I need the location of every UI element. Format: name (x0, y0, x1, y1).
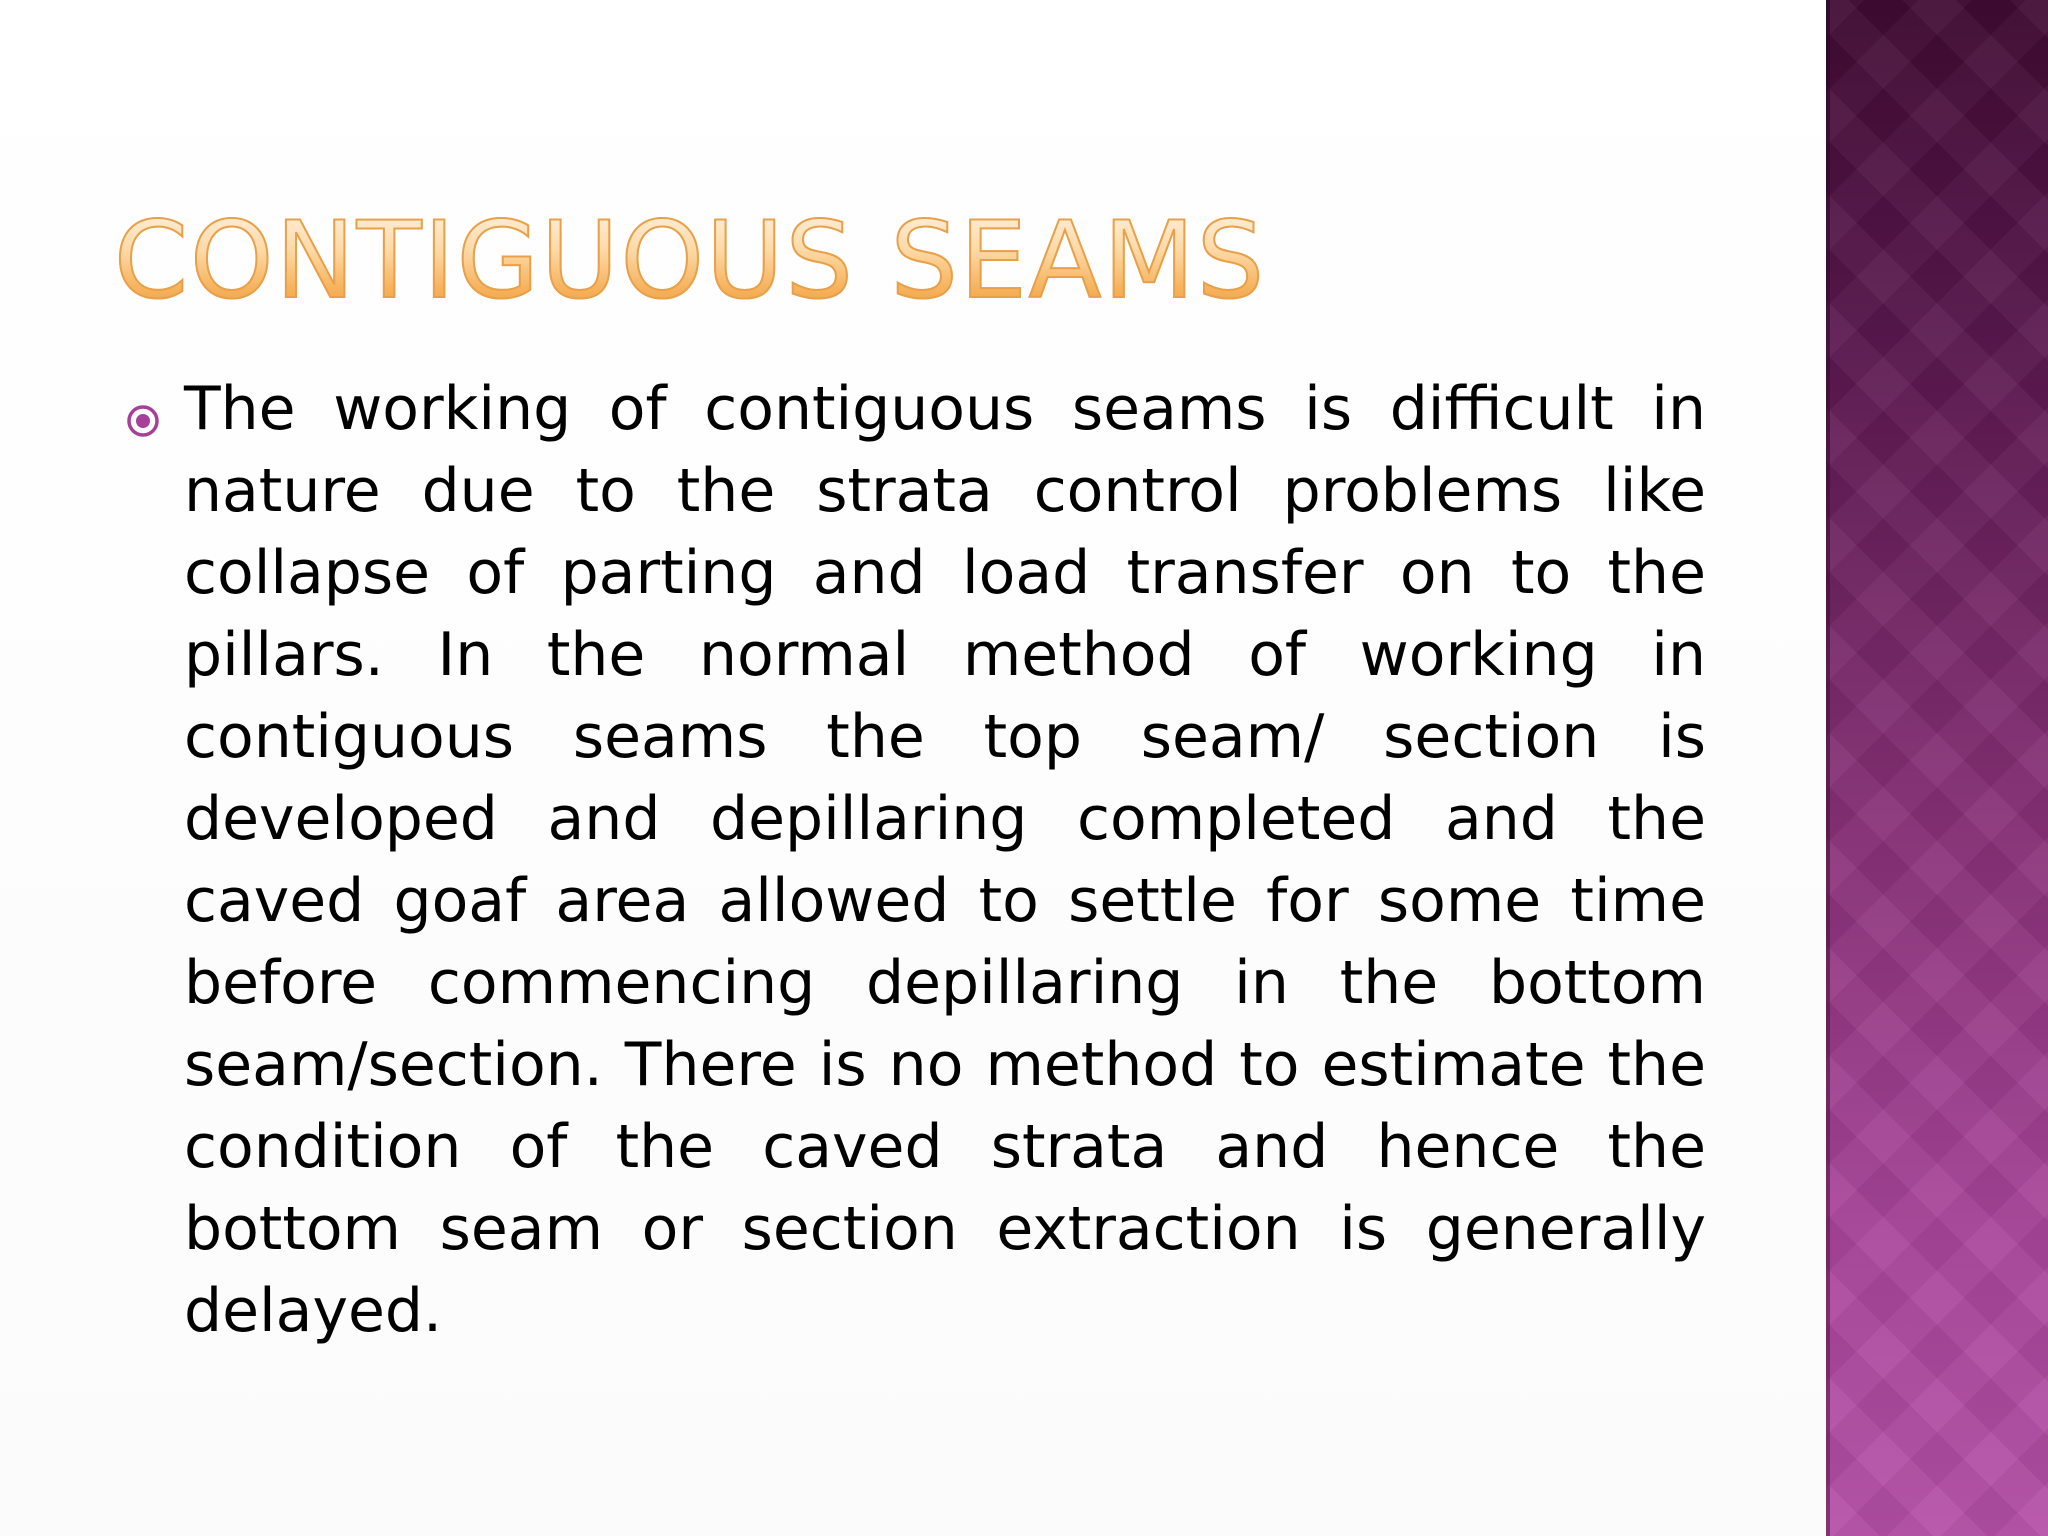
decorative-side-band (1826, 0, 2048, 1536)
slide-title: CONTIGUOUS SEAMS (114, 199, 1266, 322)
bullet-item (126, 368, 1706, 1352)
bullet-text: The working of contiguous seams is difficult in nature due to the strata control problems like collapse of parting and load transfer on to the pillars. In the normal method of working in contiguous seams the top seam/ section is developed and depillaring completed and the caved goaf area allowed to settle for some time before commencing depillaring in the bottom seam/section. There is no method to estimate the condition of the caved strata and hence the bottom seam or section extraction is generally delayed. (184, 374, 1706, 1346)
circle-dot-bullet-icon (126, 404, 160, 438)
slide-content (126, 368, 1706, 1352)
